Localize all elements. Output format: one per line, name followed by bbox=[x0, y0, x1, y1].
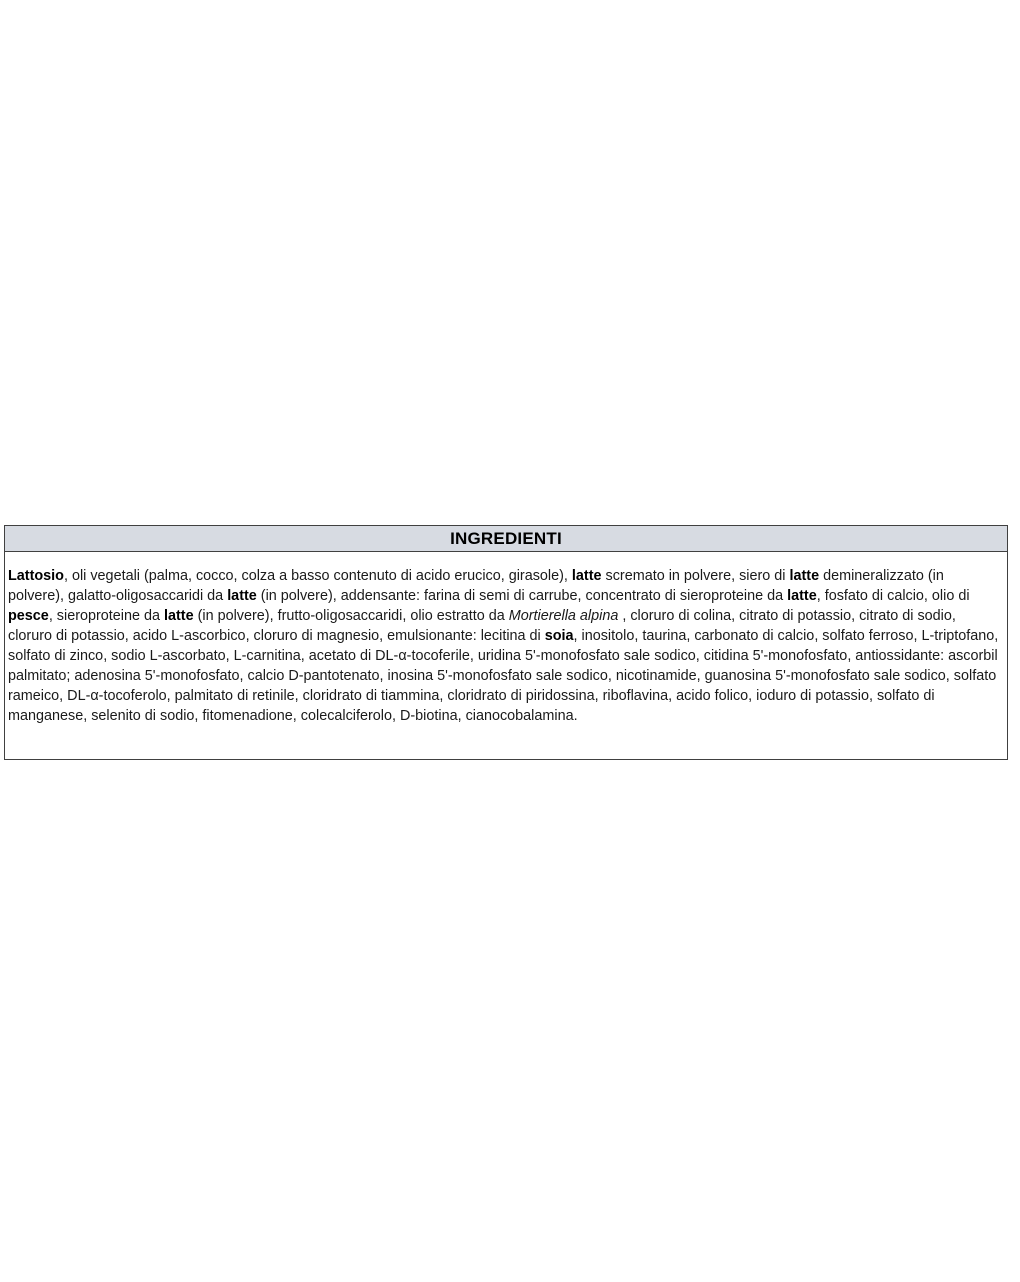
ingredient-text: , oli vegetali (palma, cocco, colza a basso contenuto di acido erucico, girasole), bbox=[63, 568, 572, 584]
ingredient-text: (in polvere), frutto-oligosaccaridi, olio estratto da bbox=[193, 608, 509, 624]
ingredients-list bbox=[5, 552, 1007, 726]
ingredients-header bbox=[5, 526, 1007, 552]
allergen-text: soia bbox=[544, 628, 574, 644]
allergen-text: latte bbox=[571, 568, 602, 584]
species-name-text: Mortierella alpina bbox=[508, 608, 619, 624]
ingredients-table bbox=[4, 525, 1008, 760]
ingredient-text: , fosfato di calcio, olio di bbox=[816, 588, 970, 604]
ingredient-text: scremato in polvere, siero di bbox=[601, 568, 790, 584]
allergen-text: latte bbox=[789, 568, 820, 584]
ingredients-title: INGREDIENTI bbox=[450, 528, 562, 548]
ingredient-text: , inositolo, taurina, carbonato di calcio, solfato ferroso, L-triptofano, solfato di zinco, sodio L-ascorbato, L-carnitina, acetato di DL-α-tocoferile, uridina 5'-monofosfato sale sodico, citidina 5'-monofosfato, antiossidante: ascorbil palmitato; adenosina 5'-monofosfato, calcio D-pantotenato, inosina 5'-monofosfato sale sodico, nicotinamide, guanosina 5'-monofosfato sale sodico, solfato rameico, DL-α-tocoferolo, palmitato di retinile, cloridrato di tiammina, cloridrato di piridossina, riboflavina, acido folico, ioduro di potassio, solfato di manganese, selenito di sodio, fitomenadione, colecalciferolo, D-biotina, cianocobalamina. bbox=[8, 628, 999, 724]
allergen-text: pesce bbox=[8, 608, 49, 624]
ingredient-text: (in polvere), addensante: farina di semi di carrube, concentrato di sieroproteine da bbox=[256, 588, 788, 604]
allergen-text: Lattosio bbox=[8, 568, 64, 584]
allergen-text: latte bbox=[164, 608, 194, 624]
allergen-text: latte bbox=[787, 588, 817, 604]
allergen-text: latte bbox=[227, 588, 257, 604]
ingredient-text: , cloruro di colina, citrato di potassio, citrato di sodio, cloruro di potassio, acido L-ascorbico, cloruro di magnesio, emulsionante: lecitina di bbox=[8, 608, 956, 644]
ingredient-text: demineralizzato (in polvere), galatto-oligosaccaridi da bbox=[8, 568, 944, 604]
ingredient-text: , sieroproteine da bbox=[48, 608, 165, 624]
